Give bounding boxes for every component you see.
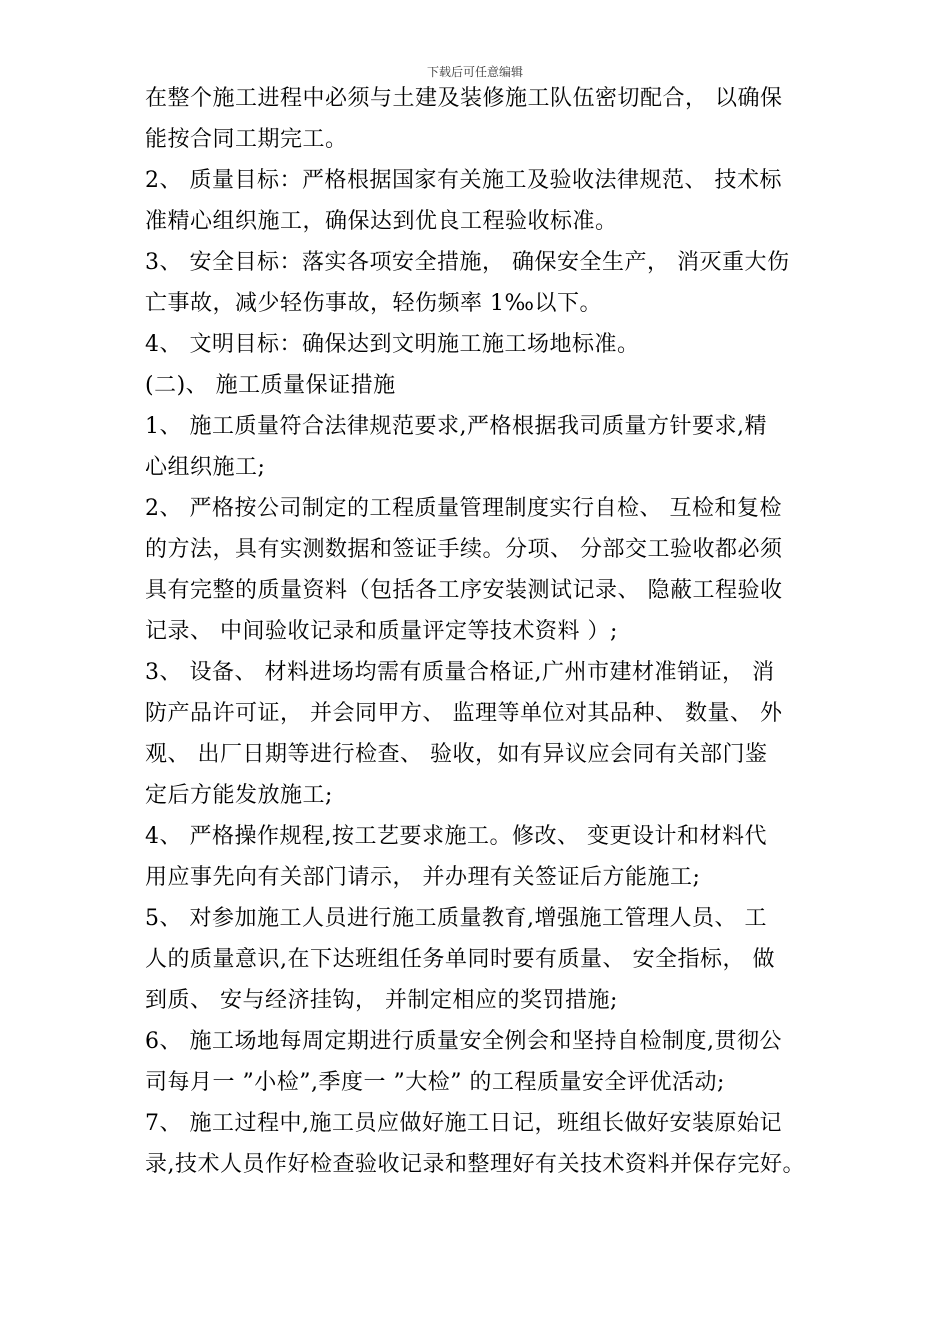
text-line: 5、 对参加施工人员进行施工质量教育,增强施工管理人员、 工 [145, 906, 767, 931]
text-line: 2、 严格按公司制定的工程质量管理制度实行自检、 互检和复检 [145, 496, 782, 521]
text-line: 亡事故，减少轻伤事故，轻伤频率 1‰以下。 [145, 291, 603, 316]
text-line: 具有完整的质量资料（包括各工序安装测试记录、 隐蔽工程验收 [145, 578, 783, 603]
text-line: 司每月一 ”小检”,季度一 ”大检” 的工程质量安全评优活动; [145, 1070, 725, 1095]
header-note: 下载后可任意编辑 [426, 65, 523, 79]
text-line: 2、 质量目标：严格根据国家有关施工及验收法律规范、 技术标 [145, 168, 782, 193]
text-line: 1、 施工质量符合法律规范要求,严格根据我司质量方针要求,精 [145, 414, 767, 439]
text-line: 3、 设备、 材料进场均需有质量合格证,广州市建材准销证， 消 [145, 660, 775, 685]
text-line: 的方法，具有实测数据和签证手续。分项、 分部交工验收都必须 [145, 537, 783, 562]
text-line: 准精心组织施工，确保达到优良工程验收标准。 [145, 209, 618, 234]
text-line: 7、 施工过程中,施工员应做好施工日记，班组长做好安装原始记 [145, 1111, 782, 1136]
text-line: 在整个施工进程中必须与土建及装修施工队伍密切配合， 以确保 [145, 86, 783, 111]
text-line: 6、 施工场地每周定期进行质量安全例会和坚持自检制度,贯彻公 [145, 1029, 782, 1054]
text-line: 到质、 安与经济挂钩， 并制定相应的奖罚措施; [145, 988, 618, 1013]
text-line: 录,技术人员作好检查验收记录和整理好有关技术资料并保存完好。 [145, 1152, 805, 1177]
text-line: 人的质量意识,在下达班组任务单同时要有质量、 安全指标， 做 [145, 947, 775, 972]
body-text [145, 78, 825, 1185]
text-line: 3、 安全目标：落实各项安全措施， 确保安全生产， 消灭重大伤 [145, 250, 790, 275]
text-line: 防产品许可证， 并会同甲方、 监理等单位对其品种、 数量、 外 [145, 701, 783, 726]
text-line: 观、 出厂日期等进行检查、 验收，如有异议应会同有关部门鉴 [145, 742, 768, 767]
text-line: 定后方能发放施工; [145, 783, 333, 808]
text-line: 4、 严格操作规程,按工艺要求施工。修改、 变更设计和材料代 [145, 824, 767, 849]
text-line: (二)、 施工质量保证措施 [145, 373, 396, 398]
text-line: 4、 文明目标：确保达到文明施工施工场地标准。 [145, 332, 640, 357]
text-line: 记录、 中间验收记录和质量评定等技术资料 ）; [145, 619, 618, 644]
text-line: 能按合同工期完工。 [145, 127, 348, 152]
text-line: 心组织施工; [145, 455, 266, 480]
text-line: 用应事先向有关部门请示， 并办理有关签证后方能施工; [145, 865, 701, 890]
